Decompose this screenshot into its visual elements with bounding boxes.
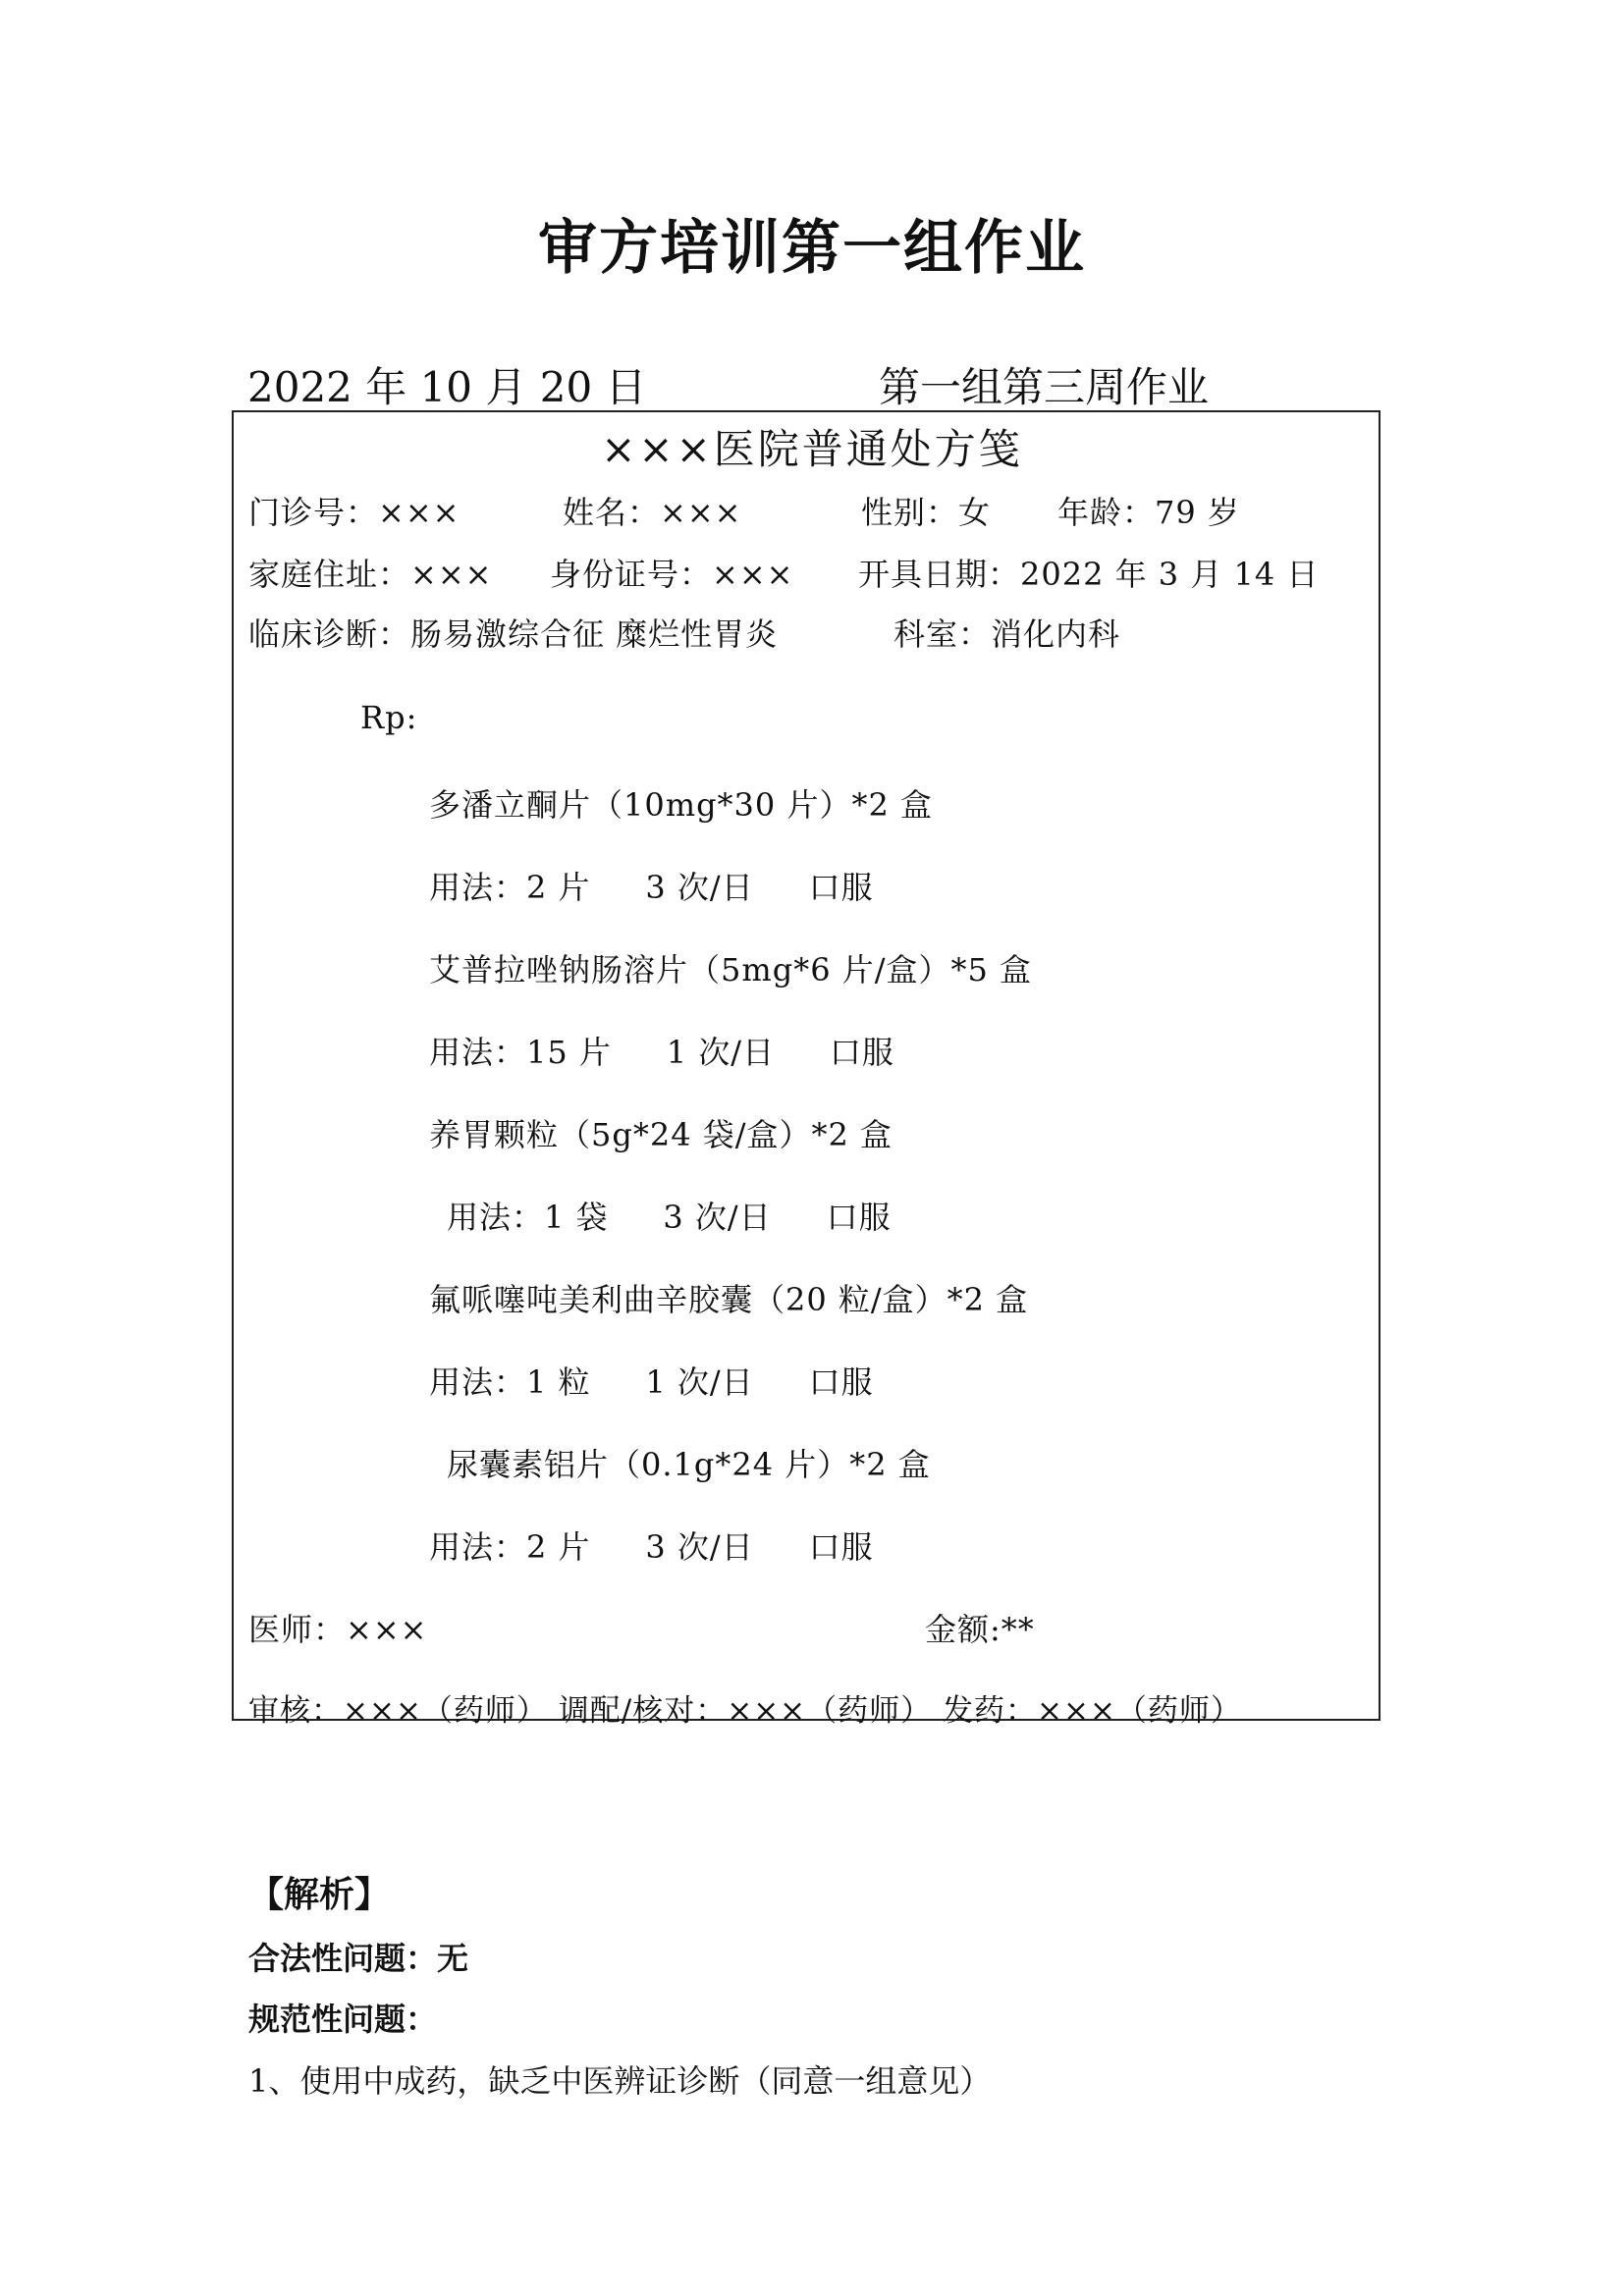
rp-label: Rp: [360,699,418,736]
pharmacist-signatures: 审核：×××（药师） 调配/核对：×××（药师） 发药：×××（药师） [248,1693,1242,1729]
drug-name: 尿囊素铝片（0.1g*24 片）*2 盒 [447,1446,931,1483]
department: 科室：消化内科 [893,615,1121,653]
norm-issue-item: 1、使用中成药，缺乏中医辨证诊断（同意一组意见） [248,2062,992,2100]
patient-address: 家庭住址：××× [248,556,493,593]
amount: 金额:** [925,1611,1035,1648]
norm-issue-heading: 规范性问题： [248,2001,438,2038]
outpatient-number: 门诊号：××× [248,494,460,531]
drug-usage: 用法：2 片 3 次/日 口服 [429,869,874,906]
assignment-date: 2022 年 10 月 20 日 [247,363,647,411]
drug-usage: 用法：15 片 1 次/日 口服 [429,1034,894,1071]
legality-issue: 合法性问题：无 [248,1940,469,1977]
patient-id-number: 身份证号：××× [550,556,794,593]
drug-usage: 用法：1 粒 1 次/日 口服 [429,1363,874,1401]
issue-date: 开具日期：2022 年 3 月 14 日 [858,556,1320,593]
patient-age: 年龄：79 岁 [1057,494,1240,531]
patient-name: 姓名：××× [563,494,742,531]
drug-name: 氟哌噻吨美利曲辛胶囊（20 粒/盒）*2 盒 [429,1281,1029,1318]
drug-name: 艾普拉唑钠肠溶片（5mg*6 片/盒）*5 盒 [429,951,1033,988]
assignment-group: 第一组第三周作业 [879,363,1210,411]
clinical-diagnosis: 临床诊断：肠易激综合征 糜烂性胃炎 [248,615,779,653]
drug-usage: 用法：1 袋 3 次/日 口服 [447,1199,892,1236]
doctor: 医师：××× [248,1611,428,1648]
drug-name: 多潘立酮片（10mg*30 片）*2 盒 [429,786,933,824]
patient-sex: 性别：女 [861,494,992,531]
drug-name: 养胃颗粒（5g*24 袋/盒）*2 盒 [429,1116,893,1153]
document-title: 审方培训第一组作业 [538,214,1086,283]
prescription-title: ×××医院普通处方笺 [601,425,1023,473]
analysis-heading: 【解析】 [248,1875,391,1915]
drug-usage: 用法：2 片 3 次/日 口服 [429,1528,874,1566]
